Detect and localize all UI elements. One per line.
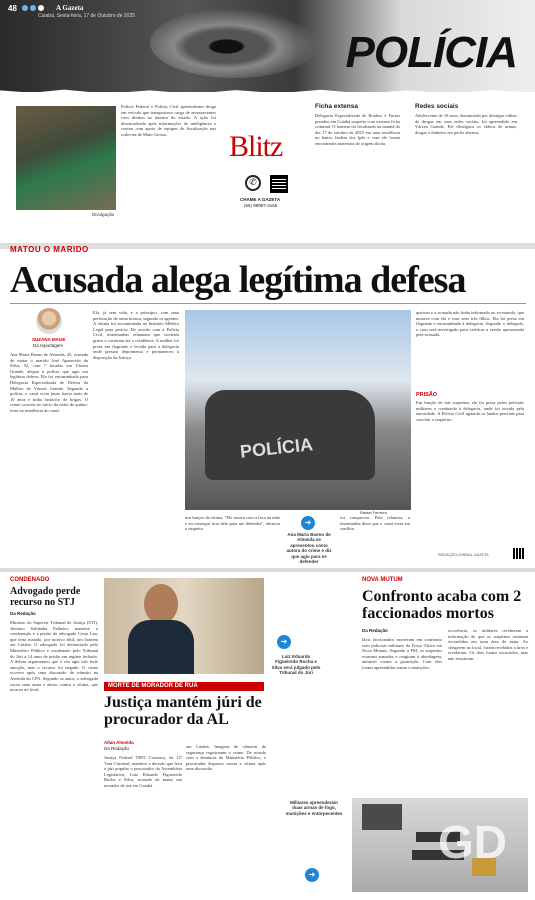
arrow-right-icon: ➜ xyxy=(301,516,315,530)
center-col-2: em Cuiabá. Imagens de câmeras de segurança registraram o crime. De acordo com a denúncia do Ministério Público, o procurador disparou contra a vítima após uma discussão. xyxy=(186,744,266,772)
right-col-2: ocorrência, os militares receberam a informação de que os suspeitos estariam escondidos em uma área de mata. Ao chegarem ao local, foram recebidos a tiros e revidaram. Os dois foram socorridos, mas não resistiram. xyxy=(448,628,528,661)
author-avatar xyxy=(36,308,62,334)
whatsapp-label: CHAME A GAZETA xyxy=(240,197,281,202)
signature: REDAÇÃO/JORNAL GAZETA xyxy=(438,553,489,557)
center-byline: Allan Almeida xyxy=(104,740,134,745)
author-role: Da reportagem xyxy=(33,343,64,348)
subhead-prisao: PRISÃO xyxy=(416,392,438,398)
arrow-left-icon: ➜ xyxy=(277,635,291,649)
page-number: 48 xyxy=(8,4,17,13)
story-col-3: nos braços da vítima. "Ele estava com a faca na mão e eu consegui tirar dele para me defender", afirmou a suspeita. xyxy=(185,515,280,532)
section-title: POLÍCIA xyxy=(345,28,517,77)
brief-title-2: Redes sociais xyxy=(415,103,459,110)
date-line: Cuiabá, Sexta-feira, 17 de Outubro de 2025 xyxy=(38,13,136,19)
story-col-1: Ana Maria Bueno de Almeida, 45, acusada de matar o marido José Aparecido da Silva, 52, com 7 facadas em Várzea Grande, alegou à polícia que agiu em legítima defesa. Ela foi encaminhada para Delegacia Especializada de Defesa da Mulher de Várzea Grande. Segundo a polícia, o casal vivia junto havia mais de 10 anos e tinha histórico de brigas. O crime ocorreu no início da noite de quinta-feira na residência do casal. xyxy=(10,352,88,413)
brief-text: Ministro do Superior Tribunal de Justiça (STJ), Antonio Saldanha Palheiro, manteve a condenação e a prisão do advogado Cesar Lau, que teria matado, por motivo fútil, um homem em Cuiabá. O advogado foi denunciado pelo Ministério Público e condenado pelo Tribunal do Júri a 14 anos de prisão em regime fechado. A defesa argumentou que o réu agiu sob forte emoção, mas o recurso foi negado. O crime ocorreu após uma discussão de trânsito na Avenida do CPA. Segundo os autos, o advogado sacou uma arma e atirou contra a vítima, que morreu no local. xyxy=(10,620,98,693)
story-kicker: MORTE DE MORADOR DE RUA xyxy=(108,683,198,689)
headline-rule xyxy=(10,303,526,304)
story-col-2: Ela, já sem vida, e a princípio, com uma perfuração de arma branca, segundo os agentes. A vítima foi encaminhada ao Instituto Médico Legal para perícia. De acordo com a Polícia Civil, testemunhas relataram que ouviram gritos e correram até a residência. A mulher foi presa em flagrante e levada para a delegacia onde prestou depoimento e permaneceu à disposição da Justiça. xyxy=(93,310,179,360)
police-car-photo xyxy=(185,310,411,510)
qr-code-icon xyxy=(270,175,288,193)
procurador-photo xyxy=(104,578,264,674)
brief-text-2: Adolescente de 16 anos, denunciado por divulgar vídeos de drogas em suas redes sociais, foi apreendido em Várzea Grande. Ele divulgava os vídeos de armas, drogas e dinheiro em perfis abertos. xyxy=(415,113,517,135)
brief-text-1: Delegacia Especializada de Roubos e Furtos prendeu em Cuiabá suspeito com extensa ficha criminal. O homem foi localizado na manhã do dia 17 de outubro de 2025 em uma residência no bairro Jardim dos Ipês e com ele foram encontrados materiais de origem ilícita. xyxy=(315,113,400,146)
blitz-lead-text: Polícia Federal e Polícia Civil apreenderam droga em veículo que transportava carga de entorpecentes com destino ao interior do estado. A ação foi desencadeada após informações de inteligência e contou com apoio de equipes de fiscalização nas rodovias de Mato Grosso. xyxy=(121,104,216,137)
police-car-lettering: POLÍCIA xyxy=(239,434,314,462)
story-kicker: MATOU O MARIDO xyxy=(10,245,89,254)
photo-caption: Militares apreenderam duas armas de fogo, munições e entorpecentes xyxy=(285,800,343,816)
center-byline-role: Da Redação xyxy=(104,746,130,751)
paper-name: A Gazeta xyxy=(56,4,84,12)
brief-headline: Advogado perde recurso no STJ xyxy=(10,586,81,608)
right-headline: Confronto acaba com 2 faccionados mortos xyxy=(362,588,522,622)
photo-credit: Divulgação xyxy=(92,212,115,217)
seized-item xyxy=(362,804,402,830)
photo-credit: Rafael Ferreira xyxy=(360,510,387,515)
center-headline: Justiça mantém júri de procurador da AL xyxy=(104,694,262,728)
story-col-3b: foi comprovar. Pela relatoria, a testemunha disse que o casal vivia em conflito. xyxy=(340,515,410,532)
photo-caption: Ana Maria Bueno de Almeida se apresentou como autora do crime e diz que agiu para se defender xyxy=(286,532,332,565)
logo-dot-icon xyxy=(22,5,28,11)
center-col-1: Justiça Federal TRF1 Comarca, da 12ª Vara Criminal, manteve a decisão que leva a júri popular o procurador da Assembleia Legislativa, Luiz Eduardo Figueiredo Rocha e Silva, acusado de matar um morador de rua em Cuiabá. xyxy=(104,755,182,788)
right-byline: Da Redação xyxy=(362,628,388,633)
arrow-right-icon: ➜ xyxy=(305,868,319,882)
logo-dot-icon xyxy=(38,5,44,11)
brief-byline: Da Redação xyxy=(10,611,36,616)
drug-seizure-photo xyxy=(16,106,116,210)
section-label: NOVA MUTUM xyxy=(362,577,403,583)
qr-code-icon xyxy=(513,548,524,559)
photo-caption: Luiz Eduardo Figueiredo Rocha e Silva será julgado pelo Tribunal do Júri xyxy=(271,654,321,676)
story-col-4b: Em função de tais suspeitas, ela foi presa pelos policiais militares e conduzida à delegacia, onde foi ouvida pela autoridade. A Polícia Civil aguarda os laudos periciais para concluir o inquérito. xyxy=(416,400,524,422)
whatsapp-number: (65) 99987-4165 xyxy=(244,203,278,208)
whatsapp-icon: ✆ xyxy=(245,175,261,191)
brief-title-1: Ficha extensa xyxy=(315,103,358,110)
eye-illustration xyxy=(150,8,320,78)
right-col-1: Dois faccionados morreram em confronto com policiais militares da Força Tática em Nova Mutum. Segundo a PM, os suspeitos estavam armados e reagiram à abordagem, atirando contra a guarnição. Com eles foram apreendidas armas e munições. xyxy=(362,637,442,670)
section-header-banner xyxy=(0,0,535,92)
separator-band xyxy=(0,568,535,572)
main-headline: Acusada alega legítima defesa xyxy=(10,259,466,301)
section-label: CONDENADO xyxy=(10,577,50,583)
logo-dot-icon xyxy=(30,5,36,11)
portrait-suit xyxy=(128,620,194,674)
story-col-4: queixas e a acusada não tinha informado ao ex-marido, que morava com ela e com seus três filhos. Ela foi presa em flagrante e encaminhada à delegacia. Segundo o delegado, o caso será investigado para verificar a versão apresentada pela acusada. xyxy=(416,310,524,338)
watermark-logo: GD xyxy=(438,816,507,868)
author-name: SUZANA MAGE xyxy=(32,337,66,342)
blitz-logo: Blitz xyxy=(229,130,283,163)
portrait-head xyxy=(144,584,178,624)
police-car xyxy=(205,390,375,480)
